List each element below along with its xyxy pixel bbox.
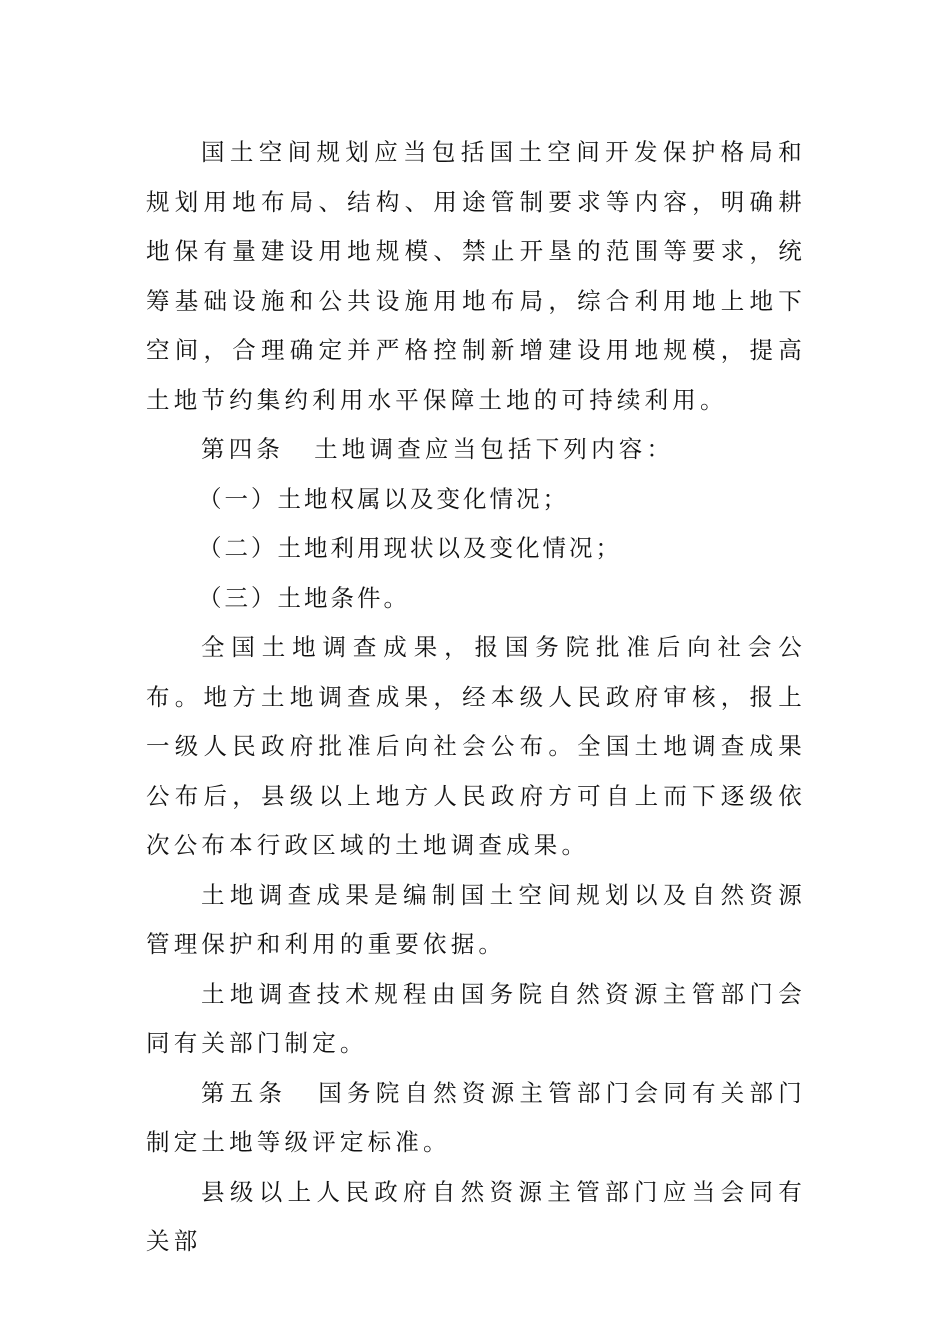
paragraph-survey-rules: 土地调查技术规程由国务院自然资源主管部门会同有关部门制定。 [146, 979, 806, 1057]
article-4-paragraph [146, 425, 806, 475]
list-item-3: （三）土地条件。 [198, 583, 410, 612]
paragraph-county-department: 县级以上人民政府自然资源主管部门应当会同有关部 [146, 1177, 806, 1255]
list-item-2: （二）土地利用现状以及变化情况； [198, 534, 622, 562]
article-text: 国务院自然资源主管部门会同有关部门制定土地等级评定标准。 [146, 1078, 806, 1156]
article-number: 第四条 [201, 435, 285, 463]
article-text: 土地调查应当包括下列内容： [314, 435, 675, 463]
list-item-1: （一）土地权属以及变化情况； [198, 484, 569, 513]
article-5-paragraph [146, 1069, 806, 1168]
paragraph-survey-basis: 土地调查成果是编制国土空间规划以及自然资源管理保护和利用的重要依据。 [146, 880, 806, 958]
article-number: 第五条 [201, 1078, 288, 1107]
paragraph-land-planning: 国土空间规划应当包括国土空间开发保护格局和规划用地布局、结构、用途管制要求等内容，明确耕地保有量建设用地规模、禁止开垦的范围等要求，统筹基础设施和公共设施用地布局，综合利用地上地下空间，合理确定并严格控制新增建设用地规模，提高土地节约集约利用水平保障土地的可持续利用。 [146, 138, 806, 414]
document-body [146, 128, 806, 1267]
paragraph-survey-publication: 全国土地调查成果，报国务院批准后向社会公布。地方土地调查成果，经本级人民政府审核，报上一级人民政府批准后向社会公布。全国土地调查成果公布后，县级以上地方人民政府方可自上而下逐级依次公布本行政区域的土地调查成果。 [146, 633, 806, 859]
